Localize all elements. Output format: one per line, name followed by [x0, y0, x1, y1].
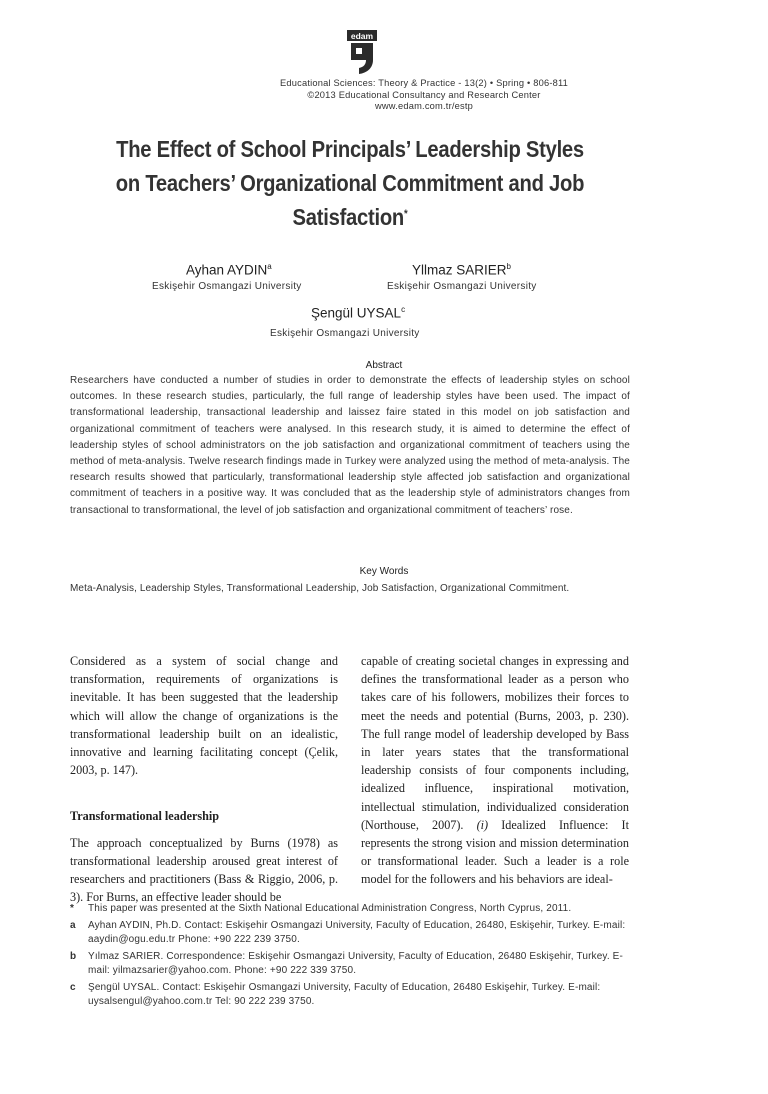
- title-line-1: The Effect of School Principals’ Leadership Styles: [116, 136, 584, 162]
- section-subheading: Transformational leadership: [70, 809, 220, 824]
- journal-url: www.edam.com.tr/estp: [374, 101, 474, 111]
- footnote: b Yılmaz SARIER. Correspondence: Eskişehir Osmangazi University, Faculty of Education, 26480 Eskişehir, Turkey. E-mail: yilmazsarier@yahoo.com. Phone: +90 222 339 3750.: [70, 951, 623, 976]
- author-2-affiliation: Eskişehir Osmangazi University: [387, 281, 537, 292]
- body-column-left: [70, 652, 338, 906]
- abstract-heading: Abstract: [365, 360, 403, 371]
- footnote: a Ayhan AYDIN, Ph.D. Contact: Eskişehir Osmangazi University, Faculty of Education, 26480, Eskişehir, Turkey. E-mail: aaydin@ogu.edu.tr Phone: +90 222 239 3750.: [70, 920, 626, 945]
- copyright-line: ©2013 Educational Consultancy and Research Center: [307, 89, 541, 100]
- author-2-name: Yllmaz SARIER$^b$: [412, 262, 511, 278]
- journal-line: Educational Sciences: Theory & Practice - 13(2) • Spring • 806-811: [279, 78, 569, 88]
- footnote: c Şengül UYSAL. Contact: Eskişehir Osmangazi University, Faculty of Education, 26480 Eskişehir, Turkey. E-mail: uysalsengul@yahoo.com.tr Tel: 90 222 239 3750.: [70, 982, 601, 1007]
- title-line-2: on Teachers’ Organizational Commitment and Job: [115, 170, 585, 196]
- author-3-affiliation: Eskişehir Osmangazi University: [270, 328, 420, 339]
- transformational-paragraph: The approach conceptualized by Burns (1978) as transformational leadership aroused great interest of researchers and practitioners (Bass & Riggio, 2006, p. 3). For Burns, an effective leader should be: [70, 835, 338, 905]
- keywords-heading: Key Words: [359, 566, 409, 577]
- title-line-3: Satisfaction*: [292, 204, 408, 230]
- title-footnote-marker: *: [404, 208, 408, 220]
- paper-title: [101, 132, 600, 234]
- author-1-name: Ayhan AYDIN$^a$: [186, 262, 272, 278]
- author-3-name: Şengül UYSAL$^c$: [311, 305, 406, 321]
- intro-paragraph: Considered as a system of social change and transformation, requirements of organizations is inevitable. It has been suggested that the leadership which will allow the change of organizations is the transformational leadership built on an idealistic, innovative and learning facilitating concept (Çelik, 2003, p. 147).: [70, 654, 338, 778]
- edam-logo: [347, 30, 377, 74]
- abstract-text: Researchers have conducted a number of studies in order to demonstrate the effects of leadership styles on school outcomes. In these research studies, particularly, the full range of leadership styles have been used. The impact of transformational leadership, transactional leadership and laissez faire stated in this model on job satisfaction and organizational commitment of teachers were analysed. In this research study, it is aimed to determine the effect of leadership styles of school administrators on the job satisfaction and organizational commitment of teachers using the method of meta-analysis. Twelve research findings made in Turkey were analyzed using the method of meta-analysis. The research results showed that particularly, transformational leadership style affected job satisfaction and organizational commitment of teachers in a positive way. It was concluded that as the leadership style of administrators changes from transactional to transformational, the level of job satisfaction and organizational commitment of teachers’ rose.: [70, 375, 630, 516]
- journal-info: [0, 78, 768, 113]
- keywords-text: Meta-Analysis, Leadership Styles, Transformational Leadership, Job Satisfaction, Organizational Commitment.: [70, 583, 570, 594]
- footnote: * This paper was presented at the Sixth National Educational Administration Congress, North Cyprus, 2011.: [70, 903, 572, 914]
- footnotes: [70, 902, 630, 1012]
- body-column-right: [361, 652, 629, 889]
- author-1-affiliation: Eskişehir Osmangazi University: [152, 281, 302, 292]
- continuation-paragraph: capable of creating societal changes in expressing and defines the transformational leader as a person who takes care of his followers, mobilizes their forces to meet the needs and potential (Burns, 2003, p. 230). The full range model of leadership developed by Bass in later years states that the transformational leadership consists of four components including, idealized influence, inspirational motivation, intellectual stimulation, individualized consideration (Northouse, 2007). (i) Idealized Influence: It represents the strong vision and mission determination or transformational leader. Such a leader is a role model for the followers and his behaviors are ideal-: [361, 654, 629, 887]
- logo-text: edam: [350, 31, 374, 41]
